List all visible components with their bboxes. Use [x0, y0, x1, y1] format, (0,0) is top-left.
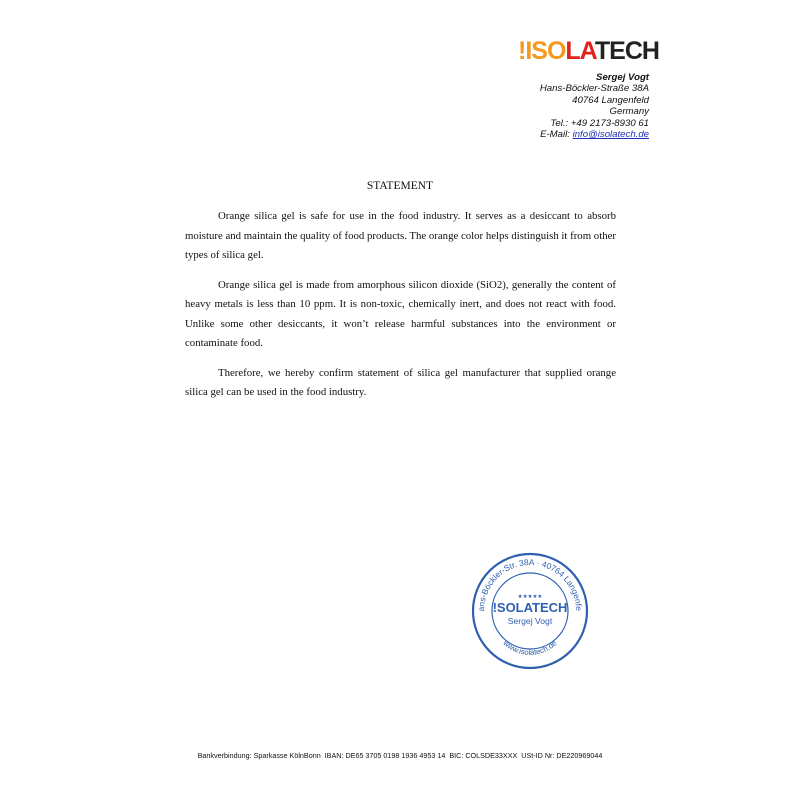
sender-email-label: E-Mail:: [540, 129, 573, 141]
stamp-name: Sergej Vogt: [507, 616, 553, 626]
sender-country: Germany: [609, 106, 649, 118]
document-title: STATEMENT: [366, 180, 434, 192]
sender-email-link[interactable]: info@isolatech.de: [572, 129, 649, 141]
stamp-ring-text: ans-Böckler-Str. 38A · 40764 Langenfe: [475, 556, 585, 612]
body-paragraph-1: Orange silica gel is safe for use in the food industry. It serves as a desiccant to absorb moisture and maintain the quality of food products. The orange color helps distinguish it from other types of silica gel.: [185, 210, 616, 261]
logo-iso: ISO: [525, 37, 566, 65]
document-body: [185, 207, 616, 413]
stamp-stars: ★★★★★: [517, 594, 543, 600]
sender-name: Sergej Vogt: [596, 72, 649, 83]
logo-la: LA: [565, 37, 595, 65]
svg-text:!ISOLATECH: [518, 37, 659, 65]
bank-footer: Bankverbindung: Sparkasse KölnBonn IBAN: DE65 3705 0198 1936 4953 14 BIC: COLSDE33XXX USt-ID Nr: DE220969044: [197, 751, 603, 760]
stamp-brand: !SOLATECH: [492, 600, 568, 615]
sender-phone: Tel.: +49 2173-8930 61: [550, 117, 649, 129]
stamp-url: www.isolatech.de: [501, 638, 559, 658]
sender-email-line: [540, 129, 649, 140]
logo-tech: TECH: [594, 37, 659, 65]
body-paragraph-3: Therefore, we hereby confirm statement of silica gel manufacturer that supplied orange silica gel can be used in the food industry.: [185, 366, 616, 398]
svg-text:www.isolatech.de: [501, 638, 559, 657]
sender-city: 40764 Langenfeld: [572, 94, 649, 106]
sender-address: [540, 72, 649, 140]
logo-exclaim: !: [518, 37, 526, 65]
company-stamp: [470, 551, 590, 671]
isolatech-logo: [518, 36, 659, 65]
sender-street: Hans-Böckler-Straße 38A: [539, 83, 649, 95]
body-paragraph-2: Orange silica gel is made from amorphous silicon dioxide (SiO2), generally the content of heavy metals is less than 10 ppm. It is non-toxic, chemically inert, and does not react with food. Unlike some other desiccants, it won’t release harmful substances into the environment or contaminate food.: [185, 278, 616, 349]
